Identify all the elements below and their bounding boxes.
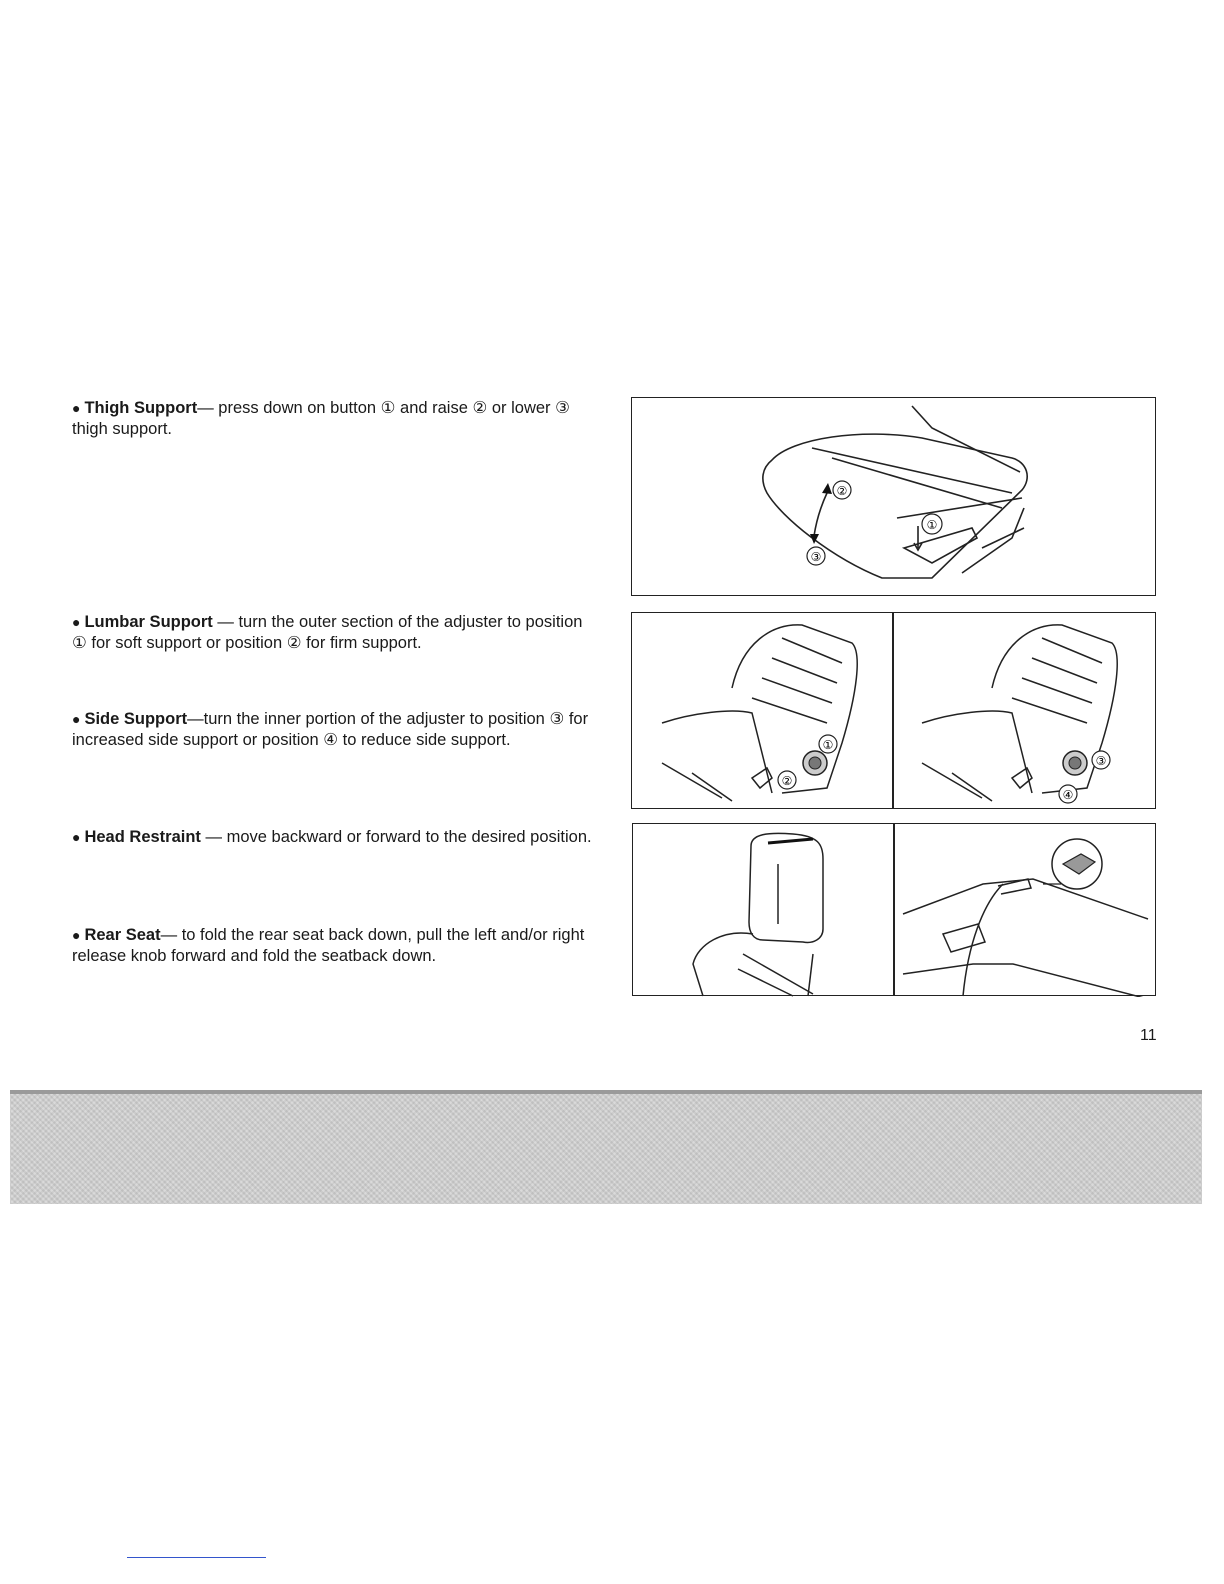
paragraph-title: Lumbar Support [84,613,213,631]
paragraph-text: turn the outer section of the adjuster to position ① for soft support or position ② for firm support. [72,613,583,652]
svg-text:③: ③ [1095,754,1107,768]
paragraph-dash: — [197,399,214,417]
callout-label [1059,785,1077,803]
thigh-support-figure [631,397,1156,596]
paragraph-title: Side Support [84,710,188,728]
paragraph-dash: — [160,926,178,944]
paragraph-dash: — [187,710,204,728]
svg-text:①: ① [822,738,834,752]
paragraph-title: Head Restraint [84,828,201,846]
paragraph-text: turn the inner portion of the adjuster to position ③ for increased side support or position ④ to reduce side support. [72,710,589,749]
paragraph-head-restraint [72,827,596,848]
callout-label [819,735,837,753]
svg-text:②: ② [781,774,793,788]
paragraph-text: press down on button ① and raise ② or lower ③ thigh support. [72,399,570,438]
head-restraint-rear-seat-illustration [633,824,1157,997]
bullet-icon: ● [72,829,81,845]
bullet-icon: ● [72,614,81,630]
callout-label [778,771,796,789]
lumbar-adjuster-knob-icon [803,751,827,775]
bullet-icon: ● [72,400,81,416]
arrow-up-icon [822,483,832,494]
thigh-support-illustration [632,398,1157,597]
paragraph-title: Rear Seat [84,926,161,944]
svg-text:②: ② [836,484,848,498]
paragraph-title: Thigh Support [84,399,198,417]
lumbar-side-support-illustration [632,613,1157,810]
headrest-shape [749,833,823,942]
paragraph-thigh-support [72,398,596,440]
paragraph-text: move backward or forward to the desired position. [226,828,592,846]
paragraph-rear-seat [72,925,596,967]
callout-label [833,481,851,499]
paragraph-dash: — [212,613,239,631]
svg-text:①: ① [926,518,938,532]
paragraph-side-support [72,709,596,751]
page-number: 11 [1140,1027,1157,1044]
scan-shadow-band [10,1094,1202,1204]
bullet-icon: ● [72,711,81,727]
paragraph-dash: — [200,828,227,846]
callout-label [922,514,942,534]
svg-text:④: ④ [1062,788,1074,802]
bullet-icon: ● [72,927,81,943]
paragraph-lumbar-support [72,612,596,654]
bottom-rule [127,1557,266,1558]
head-restraint-rear-seat-figure [632,823,1156,996]
arrow-double-icon [768,839,813,843]
svg-text:③: ③ [810,550,822,564]
side-adjuster-knob-icon [1063,751,1087,775]
release-knob-detail-icon [1043,839,1102,889]
callout-label [1092,751,1110,769]
lumbar-side-support-figure [631,612,1156,809]
callout-label [807,547,825,565]
paragraph-text: to fold the rear seat back down, pull the left and/or right release knob forward and fold the seatback down. [72,926,585,965]
